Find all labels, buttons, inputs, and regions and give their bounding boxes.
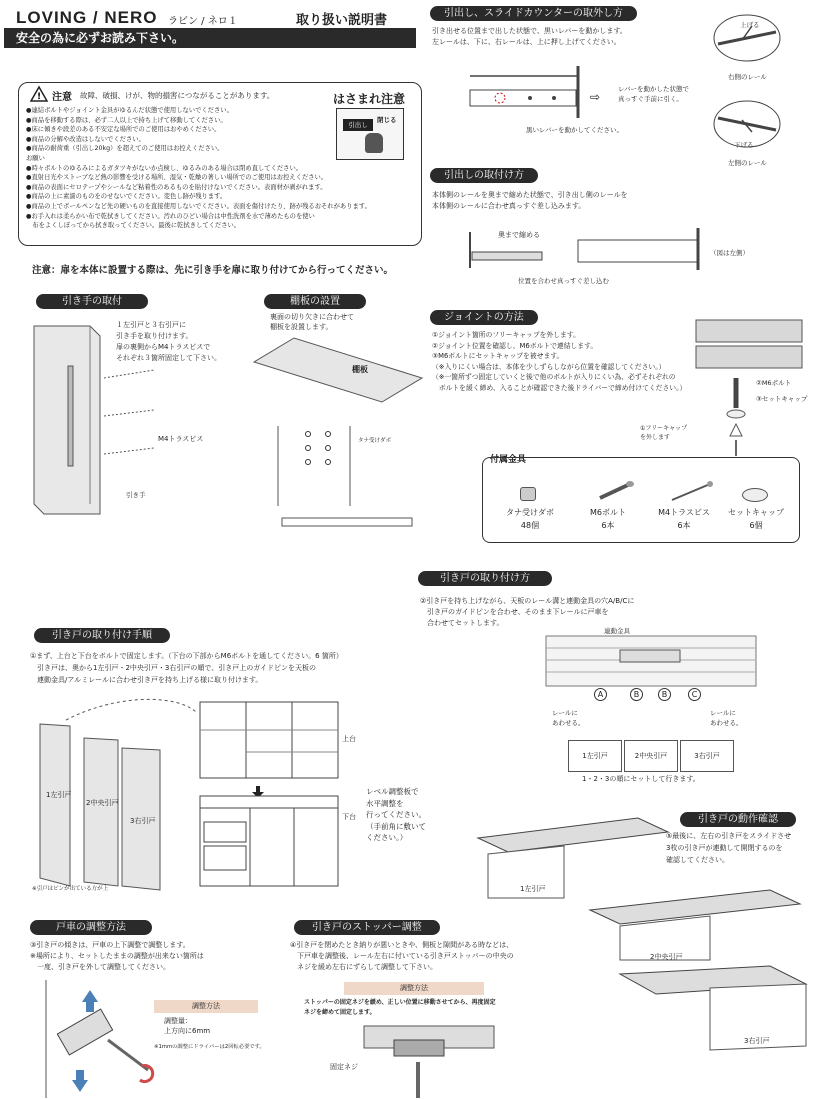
dowel-label: タナ受けダボ [358,438,392,444]
pin-note: ※引戸はピンが出ている方が上 [32,886,109,892]
fitting-item-dowel [490,506,570,532]
document-title: LOVING / NERO [16,8,158,27]
m6-bolt-icon [596,480,636,502]
push-up-label: 上げる [740,21,760,29]
fitting-name: タナ受けダボ [506,508,554,517]
doors-operation-illustration [478,818,678,898]
shrink-label: 奥まで縮める [498,231,540,239]
shelf-dowel-icon [520,487,536,501]
fit-rail-right-label: レールに あわせる。 [710,709,743,727]
section-title-door-steps: 引き戸の取り付け手順 [34,628,170,643]
pinch-close-label: 閉じる [377,116,397,124]
hole-b-label: B [630,688,643,701]
section-title-joint: ジョイントの方法 [430,310,538,325]
door-steps-text: ①まず、上台と下台をボルトで固定します。（下台の下部からM6ボルトを通してください。6 箇所） 引き戸は、奥から1左引戸・2中央引戸・3右引戸の順で、引き戸上のガイドピンを天板の 連動金具/アルミレールに合わせ引き戸を持ち上げる様に取り付けます。 [30,652,343,684]
drawer-removal-text: 引き出せる位置まで出した状態で、黒いレバーを動かします。 左レールは、下に、右レールは、上に押し上げてください。 [432,27,627,46]
check-text: ⑤最後に、左右の引き戸をスライドさせ 3枚の引き戸が連動して開閉するのを 確認してください。 [666,832,792,864]
pinch-warning-illustration [336,108,404,160]
section-title-drawer-attach: 引出しの取付け方 [430,168,538,183]
manual-label: 取り扱い説明書 [296,13,388,28]
fitting-name: M4トラスビス [658,508,710,517]
door-mount-note: 注意：扉を本体に設置する際は、先に引き手を扉に取り付けてから行ってください。 [32,265,394,276]
shelf-board-illustration [254,338,424,538]
link-fitting-label: 連動金具 [604,627,630,635]
pinch-warning-title: はさまれ注意 [333,92,406,106]
door-handle-illustration [34,326,194,516]
rail-top-illustration [546,636,756,688]
section-title-handle: 引き手の取付 [36,294,148,309]
shelf-board-label: 棚板 [352,365,368,374]
fitting-name: セットキャップ [728,508,784,517]
door-slot-3: 3右引戸 [680,740,734,772]
drawer-rail-illustration [470,62,595,132]
joint-text: ①ジョイント箇所のフリーキャップを外します。 ②ジョイント位置を確認し、M6ボルトで連結します。 ③M6ボルトにセットキャップを被せます。 （※入りにくい場合は、本体を少しずらしながら位置を確認してください。） （※一箇所ずつ固定していくと後で他のボルトが入りにくい為、必ずそれぞれの ボルトを緩く締め、入ることが確認できた後ドライバーで締め付けてください。） [432,331,687,392]
safety-banner: 安全の為に必ずお読み下さい。 [4,28,416,48]
joint-bolt-illustration [696,318,806,458]
fittings-title: 付属金具 [490,455,527,465]
svg-text:!: ! [36,92,42,102]
drawer-lever-note: レバーを動かした状態で 真っすぐ手前に引く。 [618,85,690,103]
hole-b2-label: B [658,688,671,701]
caution-list: ●連結ボルトやジョイント金具がゆるんだ状態で使用しないでください。 ●商品を移動する際は、必ず二人以上で持ち上げて移動してください。 ●床に傾きや段差のある不安定な場所でのご使用はおやめください。 ●商品の分解や改造はしないでください。 ●商品の耐荷重（引出し20kg）を超えてのご使用はお控えください。 お願い ●時々ボルトのゆるみによるガタツキがないか点検し、ゆるみのある場合は閉め直してください。 ●直射日光やストーブなど熱の影響を受ける場所、湿気・乾燥の著しい場所でのご使用はお控えください。 ●商品の表面にセロテープやシールなど粘着性のあるものを貼付けないでください。表面材が剥がれます。 ●商品の上に素濡のものをのせないでください。変色し跡が残ります。 ●商品の上でボールペンなど先の硬いものを直接使用しないでください。表面を傷付けたり、跡が残るおそれがあります。 ●お手入れは柔らかい布で乾拭きしてください。汚れのひどい場合は中性洗剤を水で薄めたものを使い 布をよくしぼってから拭き取ってください。最後に乾拭きしてください。 [26,107,371,230]
fitting-qty: 48個 [520,521,540,530]
doors-operation-illustration-3 [620,966,810,1056]
left-rail-label: 左側のレール [728,159,767,167]
push-down-label: 下げる [734,141,754,149]
fitting-qty: 6個 [749,521,763,530]
caution-subheading: 故障、破損、けが、物的損害につながることがあります。 [80,91,275,100]
free-cap-label: ①フリーキャップ を外します [640,425,688,441]
fitting-item-m4-screw [644,506,724,532]
roller-adjust-amount: 調整量： 上方向に6mm [164,1017,211,1035]
section-title-stopper: 引き戸のストッパー調整 [294,920,440,935]
section-title-check: 引き戸の動作確認 [680,812,796,827]
arrow-right-icon: ⇨ [590,90,601,104]
lower-unit-label: 下台 [342,813,356,821]
fitting-name: M6ボルト [590,508,626,517]
mount-order-label: 1・2・3の順にセットして行きます。 [582,775,700,783]
fixing-screw-label: 固定ネジ [330,1063,358,1071]
fitting-item-m6-bolt [568,506,648,532]
hand-icon [365,133,383,153]
hole-a-label: A [594,688,607,701]
stopper-text: ④引き戸を閉めたとき納りが悪いときや、側板と隙間がある時などは、 下戸車を調整後、レール左右に付いている引き戸ストッパーの中央の ネジを緩め左右にずらして調整して下さい。 [290,941,514,971]
roller-adjust-title: 調整方法 [154,1000,258,1013]
cabinet-illustration [196,700,346,896]
right-rail-label: 右側のレール [728,73,767,81]
align-label: 位置を合わせ真っすぐ差し込む [518,277,609,285]
hole-c-label: C [688,688,701,701]
left-fig-label: （図は左側） [710,249,749,257]
stopper-illustration [364,1022,494,1100]
upper-unit-label: 上台 [342,735,356,743]
door-slot-2: 2中央引戸 [624,740,678,772]
check-door-3-label: 3右引戸 [744,1037,770,1045]
door-mount-text: ②引き戸を持ち上げながら、天板のレール溝と連動金具の穴A/B/Cに 引き戸のガイドピンを合わせ、そのまま下レールに戸車を 合わせてセットします。 [420,597,635,627]
handle-label: 引き手 [126,491,146,499]
pinch-pull-label: 引出し [343,119,373,131]
handle-text: １左引戸と３右引戸に 引き手を取り付けます。 扉の裏側からM4トラスビスで それぞれ３箇所固定して下さい。 [116,321,221,362]
caution-heading: 注意 [52,92,72,103]
roller-text: ③引き戸の傾きは、戸車の上下調整で調整します。 ※場所により、セットしたままの調整が出来ない箇所は 一度、引き戸を外して調整してください。 [30,941,204,971]
roller-adjust-illustration [38,980,158,1100]
bolt-label: ②M6ボルト [756,379,792,387]
fit-rail-left-label: レールに あわせる。 [552,709,585,727]
warning-icon [30,86,48,102]
m4-screw-icon [670,482,714,502]
model-name: ラビン / ネロ１ [168,16,238,27]
level-adjust-note: レベル調整板で 水平調整を 行ってください。 （手前角に敷いて ください。） [366,787,426,842]
door-slot-1: 1左引戸 [568,740,622,772]
section-title-door-mount: 引き戸の取り付け方 [418,571,552,586]
fitting-qty: 6本 [601,521,615,530]
door-2-label: 2中央引戸 [86,799,119,807]
check-door-2-label: 2中央引戸 [650,953,683,961]
screw-label: M4トラスビス [158,435,204,443]
stopper-adjust-text: ストッパーの固定ネジを緩め、正しい位置に移動させてから、再度固定 ネジを締めて固定します。 [304,999,496,1016]
section-title-drawer-removal: 引出し、スライドカウンターの取外し方 [430,6,637,21]
doors-operation-illustration-2 [590,890,810,960]
black-lever-note: 黒いレバーを動かしてください。 [526,126,624,134]
section-title-roller: 戸車の調整方法 [30,920,152,935]
fitting-qty: 6本 [677,521,691,530]
set-cap-label: ③セットキャップ [756,395,808,403]
set-cap-icon [742,488,768,502]
door-3-label: 3右引戸 [130,817,156,825]
drawer-attach-text: 本体側のレールを奥まで縮めた状態で、引き出し側のレールを 本体側のレールに合わせ真っすぐ差し込みます。 [432,191,628,210]
roller-adjust-note: ※1mmの調整にドライバーは2回転必要です。 [154,1044,265,1050]
fitting-item-set-cap [716,506,796,532]
section-title-shelf: 棚板の設置 [264,294,366,309]
check-door-1-label: 1左引戸 [520,885,546,893]
door-1-label: 1左引戸 [46,791,72,799]
shelf-text: 裏面の切り欠きに合わせて 棚板を設置します。 [270,313,354,331]
stopper-adjust-title: 調整方法 [344,982,484,995]
